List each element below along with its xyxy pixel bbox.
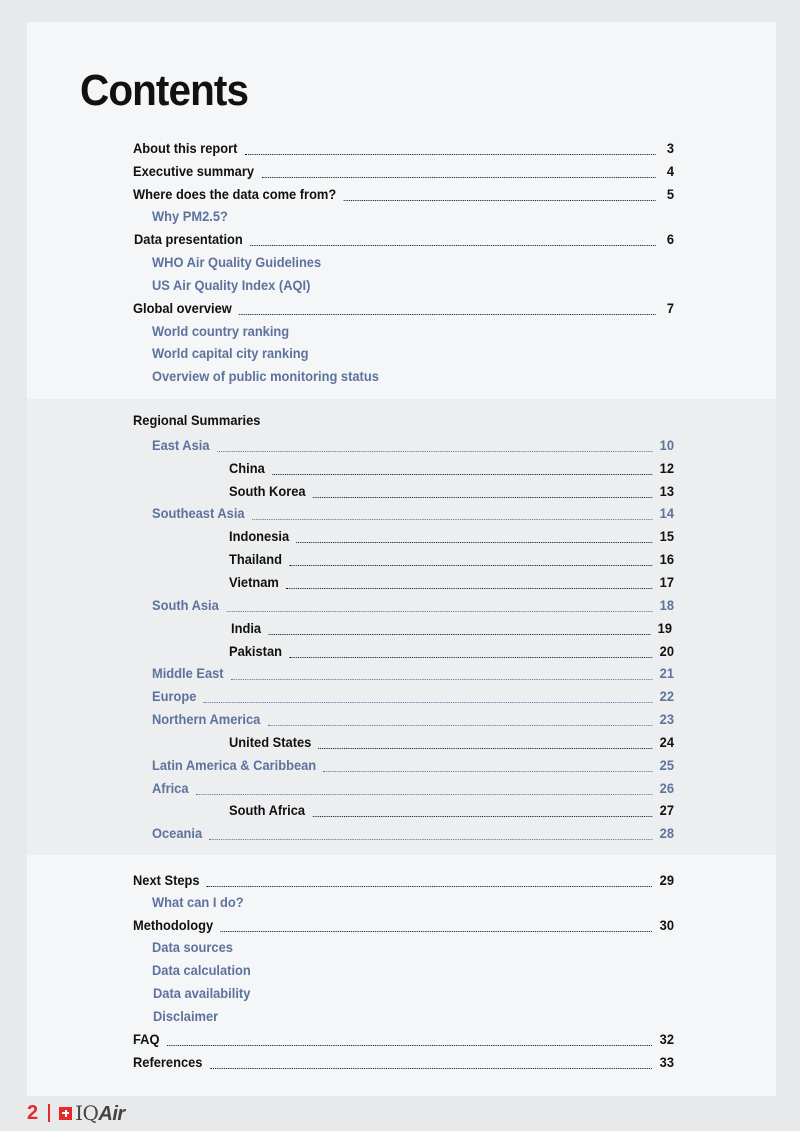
toc-entry-label: Africa [152,780,189,796]
toc-entry-page: 21 [659,665,674,681]
toc-entry-label: United States [229,734,312,750]
toc-entry-label: FAQ [133,1031,160,1047]
toc-entry-page: 17 [659,574,674,590]
toc-entry-label: Data sources [152,939,233,955]
page-title: Contents [80,66,249,115]
footer [27,1100,125,1126]
toc-entry-page: 32 [659,1031,674,1047]
toc-entry-page: 12 [659,460,674,476]
dot-leader [209,827,652,840]
dot-leader [324,759,653,772]
toc-entry-label: South Asia [152,597,219,613]
toc-entry-page: 10 [659,437,674,453]
toc-entry[interactable] [152,686,674,706]
toc-entry-label: WHO Air Quality Guidelines [152,254,322,270]
toc-entry-label: Data availability [153,985,251,1001]
toc-entry-label: Middle East [152,665,224,681]
toc-entry-label: World capital city ranking [152,345,309,361]
toc-entry-page: 24 [659,734,674,750]
dot-leader [245,142,656,155]
dot-leader [296,530,652,543]
toc-entry-label: Southeast Asia [152,505,245,521]
dot-leader [289,553,652,566]
toc-entry[interactable] [133,410,260,430]
toc-entry[interactable] [152,435,674,455]
toc-entry-page: 27 [659,802,674,818]
toc-entry-page: 19 [657,620,672,636]
dot-leader [313,485,652,498]
toc-entry-page: 22 [659,688,674,704]
toc-entry[interactable] [229,641,674,661]
toc-entry-page: 16 [659,551,674,567]
dot-leader [226,599,652,612]
dot-leader [210,1056,652,1069]
toc-entry-label: South Korea [229,483,306,499]
toc-entry[interactable] [133,1029,674,1049]
toc-entry-label: Thailand [229,551,282,567]
dot-leader [250,233,655,246]
toc-entry[interactable] [152,937,233,957]
dot-leader [344,188,656,201]
toc-entry[interactable] [152,321,289,341]
toc-entry-page: 23 [659,711,674,727]
toc-entry-label: Indonesia [229,528,290,544]
toc-entry[interactable] [152,366,379,386]
toc-entry[interactable] [152,892,244,912]
page [27,22,776,1096]
toc-entry-label: Pakistan [229,643,282,659]
dot-leader [268,713,653,726]
toc-entry-label: Methodology [133,917,214,933]
toc-entry[interactable] [152,252,321,272]
dot-leader [207,874,652,887]
toc-entry[interactable] [231,618,672,638]
toc-entry-page: 26 [659,780,674,796]
dot-leader [196,782,652,795]
toc-entry-label: What can I do? [152,894,244,910]
toc-entry-label: India [231,620,262,636]
toc-entry-label: Oceania [152,825,203,841]
toc-entry-page: 29 [659,872,674,888]
toc-entry[interactable] [133,161,674,181]
toc-entry[interactable] [229,732,674,752]
brand-air: Air [98,1102,125,1125]
toc-entry-label: US Air Quality Index (AQI) [152,277,311,293]
toc-entry-page: 30 [659,917,674,933]
toc-entry-label: Data presentation [134,231,243,247]
toc-entry-page: 5 [666,186,674,202]
toc-entry[interactable] [229,572,674,592]
brand-iq: IQ [75,1100,99,1125]
toc-entry-label: Where does the data come from? [133,186,337,202]
toc-entry-label: Executive summary [133,163,255,179]
dot-leader [239,302,655,315]
toc-entry-label: Regional Summaries [133,412,261,428]
dot-leader [286,576,652,589]
toc-entry[interactable] [153,1006,218,1026]
toc-entry[interactable] [133,870,674,890]
toc-entry-page: 33 [659,1054,674,1070]
toc-entry[interactable] [152,275,310,295]
dot-leader [231,667,652,680]
toc-entry[interactable] [133,1052,674,1072]
toc-entry[interactable] [152,503,674,523]
toc-entry-page: 4 [666,163,674,179]
toc-entry[interactable] [133,184,674,204]
dot-leader [289,645,652,658]
toc-entry-label: South Africa [229,802,306,818]
toc-entry-page: 6 [666,231,674,247]
toc-entry-label: Latin America & Caribbean [152,757,317,773]
dot-leader [268,622,650,635]
toc-entry-label: Vietnam [229,574,279,590]
dot-leader [204,690,653,703]
footer-divider [48,1104,50,1122]
toc-entry-page: 7 [666,300,674,316]
dot-leader [319,736,653,749]
dot-leader [217,439,652,452]
toc-entry-page: 20 [659,643,674,659]
toc-entry[interactable] [152,960,251,980]
toc-entry-label: Data calculation [152,962,251,978]
toc-entry[interactable] [133,138,674,158]
toc-entry[interactable] [152,823,674,843]
toc-entry-page: 14 [659,505,674,521]
toc-entry-label: Northern America [152,711,261,727]
swiss-cross-icon [59,1107,72,1120]
toc-entry[interactable] [152,206,228,226]
dot-leader [312,804,652,817]
toc-entry[interactable] [152,709,674,729]
toc-entry[interactable] [229,526,674,546]
toc-entry[interactable] [152,595,674,615]
toc-entry[interactable] [229,800,674,820]
dot-leader [252,507,652,520]
toc-entry-label: About this report [133,140,238,156]
toc-entry-page: 28 [659,825,674,841]
toc-entry-page: 25 [659,757,674,773]
toc-entry-label: References [133,1054,203,1070]
toc-entry[interactable] [229,549,674,569]
brand-logo [75,1101,125,1126]
toc-entry[interactable] [229,458,674,478]
toc-entry[interactable] [152,778,674,798]
toc-entry[interactable] [152,343,309,363]
toc-entry-page: 15 [659,528,674,544]
dot-leader [261,165,655,178]
toc-entry-label: Disclaimer [153,1008,219,1024]
toc-entry-page: 3 [666,140,674,156]
toc-entry-label: Next Steps [133,872,200,888]
toc-entry-label: China [229,460,265,476]
dot-leader [272,462,652,475]
toc-entry[interactable] [152,755,674,775]
toc-entry-label: Overview of public monitoring status [152,368,379,384]
toc-entry[interactable] [134,229,674,249]
toc-entry-page: 18 [659,597,674,613]
toc-entry-page: 13 [659,483,674,499]
toc-entry[interactable] [153,983,250,1003]
toc-entry-label: Europe [152,688,197,704]
toc-entry-label: Why PM2.5? [152,208,228,224]
toc-entry[interactable] [133,298,674,318]
toc-entry-label: Global overview [133,300,232,316]
toc-entry-label: World country ranking [152,323,290,339]
toc-entry[interactable] [152,663,674,683]
toc-entry[interactable] [229,481,674,501]
dot-leader [221,919,653,932]
toc-entry-label: East Asia [152,437,210,453]
toc-entry[interactable] [133,915,674,935]
dot-leader [167,1033,652,1046]
page-number: 2 [27,1101,39,1124]
